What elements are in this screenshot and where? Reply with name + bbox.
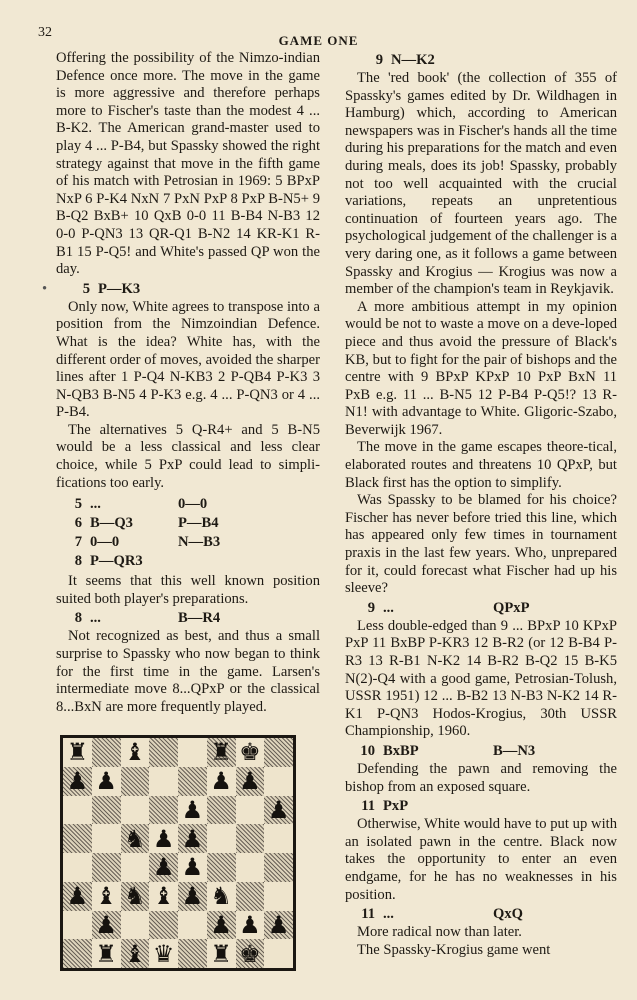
move-line [56,609,320,627]
black-pawn-icon: ♟ [267,795,290,824]
white-pawn-icon: ♟ [267,910,290,939]
board-square [236,824,265,853]
black-rook-icon: ♜ [66,738,89,767]
board-square [178,911,207,940]
paragraph: More radical now than later. [357,924,522,941]
white-move: B—Q3 [90,515,133,532]
left-column [42,50,320,716]
board-square [121,853,150,882]
move-number: 8 [74,553,82,570]
move-number: 10 [360,742,375,759]
board-square [63,939,92,968]
paragraph: The alternatives 5 Q-R4+ and 5 B-N5 would be a less classical and less clear choice, while 5 PxP could lead to simpli-fications too early. [56,421,320,491]
board-square [236,767,265,796]
white-move: ... [90,496,101,513]
black-bishop-icon: ♝ [124,738,146,767]
board-square [207,738,236,767]
board-square [264,796,293,825]
board-square [92,796,121,825]
black-bishop-icon: ♝ [95,882,117,911]
board-square [178,939,207,968]
paragraph: Not recognized as best, and thus a small surprise to Spassky who now began to think for the first time in the game. Larsen's intermediate move 8...QPxP or the classical 8...BxN are more frequently played. [56,628,320,715]
board-square [207,824,236,853]
white-king-icon: ♚ [239,939,261,968]
board-square [63,738,92,767]
board-square [121,796,150,825]
paragraph: The move in the game escapes theore-tical, elaborated routes and threatens 10 QPxP, but Black first has the option to simplify. [345,439,617,491]
white-move: ... [383,599,394,616]
black-pawn-icon: ♟ [210,767,232,796]
move-number: 8 [74,610,82,627]
white-knight-icon: ♞ [124,882,146,911]
board-square [178,853,207,882]
black-move: P—B4 [178,515,219,532]
board-square [149,882,178,911]
black-pawn-icon: ♟ [181,795,204,824]
white-rook-icon: ♜ [95,939,117,968]
board-square [207,939,236,968]
paragraph: Was Spassky to be blamed for his choice? Fischer has never before tried this line, which has appeared only few times in tournament praxis in the last few years. Who, unprepared for it, could forecast what Fischer had up his sleeve? [345,492,617,597]
white-move: BxBP [383,742,419,759]
board-square [207,882,236,911]
black-move: QPxP [493,599,530,616]
move-line [345,51,617,69]
board-square [92,738,121,767]
board-square [121,939,150,968]
white-move: ... [383,906,394,923]
black-move: 0—0 [178,496,208,513]
move-line [56,514,320,532]
right-column [345,50,617,959]
black-knight-icon: ♞ [124,824,146,853]
board-square [236,796,265,825]
board-square [63,882,92,911]
board-square [149,853,178,882]
paragraph: The Spassky-Krogius game went [357,941,551,958]
move-number: 9 [375,52,383,68]
move-line [345,742,617,760]
move-number: 11 [361,906,375,923]
paragraph: Only now, White agrees to transpose into a position from the Nimzoindian Defence. What is the idea? White has, with the different order of moves, avoided the sharper lines after 1 P-Q4 N-KB3 2 P-QB4 P-K3 3 N-QB3 B-N5 4 P-K3 e.g. 4 ... P-QN3 or 4 ... P-B4. [56,298,320,421]
board-square [178,738,207,767]
board-square [92,767,121,796]
move-number: 6 [74,515,82,532]
white-rook-icon: ♜ [210,939,232,968]
board-square [264,824,293,853]
board-square [264,882,293,911]
white-pawn-icon: ♟ [210,910,232,939]
move-line [56,533,320,551]
move-number: 9 [367,599,375,616]
board-square [264,767,293,796]
board-square [149,796,178,825]
board-square [92,882,121,911]
board-square [149,738,178,767]
board-square [236,853,265,882]
black-king-icon: ♚ [239,738,261,767]
board-square [207,767,236,796]
black-pawn-icon: ♟ [152,824,175,853]
board-square [264,911,293,940]
paragraph: The 'red book' (the collection of 355 of Spassky's games edited by Dr. Wildhagen in Hamburg) which, according to American newspapers was in Fischer's hands all the time during his preparations for the match and even during meals, does its job! Spassky, probably not too well acquainted with the crucial variations, repeats an unpretentious continuation of fourteen years ago. The psychological judgement of the challenger is a very daring one, as it follows a game between Spassky and Krogius — Krogius was now a member of the champion's team in Reykjavik. [345,70,617,298]
page-number: 32 [38,25,52,40]
board-square [92,853,121,882]
running-head: GAME ONE [278,33,359,48]
board-square [149,911,178,940]
board-square [63,911,92,940]
black-pawn-icon: ♟ [95,767,117,796]
board-square [92,939,121,968]
move-line [56,495,320,513]
move-line [345,797,617,815]
board-square [264,939,293,968]
board-square [178,824,207,853]
board-square [178,882,207,911]
move-number: 5 [74,496,82,513]
board-square [92,824,121,853]
paragraph: Offering the possibility of the Nimzo-indian Defence once more. The move in the game is more aggressive and therefore perhaps more to Fischer's taste than the modest 4 ... B-K2. The American grand-master used to play 4 ... P-B4, but Spassky showed the right strategy against that move in the fifth game of his match with Petrosian in 1969: 5 BPxP NxP 6 P-K4 NxN 7 PxN PxP 8 PxP B-N5+ 9 B-Q2 BxB+ 10 QxB 0-0 11 B-B4 N-B3 12 0-0 P-QN3 13 QR-Q1 B-N2 14 KR-K1 R-B1 15 P-Q5! and White's passed QP won the day. [56,50,320,278]
black-pawn-icon: ♟ [66,767,89,796]
black-move: QxQ [493,906,523,923]
paragraph: It seems that this well known position suited both player's preparations. [56,573,320,607]
white-move: N—K2 [391,52,435,68]
chess-diagram [60,735,296,971]
move-line [56,552,320,570]
board-square [149,767,178,796]
board-square [236,939,265,968]
white-bishop-icon: ♝ [152,882,175,911]
board-square [207,796,236,825]
board-square [178,796,207,825]
board-square [121,767,150,796]
board-square [63,824,92,853]
white-knight-icon: ♞ [210,882,232,911]
black-move: N—B3 [178,534,221,551]
white-move: PxP [383,798,409,815]
board-square [63,767,92,796]
board-square [121,738,150,767]
white-pawn-icon: ♟ [239,910,261,939]
white-pawn-icon: ♟ [95,910,117,939]
white-move: 0—0 [90,534,120,551]
move-number: 7 [74,534,82,551]
black-pawn-icon: ♟ [181,853,204,882]
board-square [207,911,236,940]
move-line [345,599,617,617]
board-square [236,882,265,911]
board-square [207,853,236,882]
paragraph: A more ambitious attempt in my opinion would be not to waste a move on a deve-loped piece and thus avoid the pressure of Black's KB, but to fight for the pair of bishops and the centre with 9 BPxP KPxP 10 PxP BxN 11 PxB e.g. 11 ... B-N5 12 P-B4 P-Q5!? 13 R-N1! with advantage to White. Gligoric-Szabo, Beverwijk 1967. [345,298,617,438]
board-square [92,911,121,940]
move-line [345,905,617,923]
paragraph: Otherwise, White would have to put up with an isolated pawn in the centre. Black now takes the opportunity to enter an even endgame, for he has no weaknesses in his position. [345,816,617,903]
board-square [121,882,150,911]
move-number: 5 [82,280,90,297]
white-pawn-icon: ♟ [66,882,89,911]
move-line: • 5 P—K3 [42,280,141,297]
white-move: ... [90,610,101,627]
white-bishop-icon: ♝ [124,939,146,968]
white-pawn-icon: ♟ [152,853,175,882]
paragraph: Less double-edged than 9 ... BPxP 10 KPxP PxP 11 BxBP P-KR3 12 B-R2 (or 12 B-B4 P-R3 13 R-B1 N-K2 14 B-R2 B-Q2 15 B-K5 N(2)-Q4 with a good game, Petrosian-Tolush, USSR 1951) 12 ... B-B2 13 N-B3 N-K2 14 R-K1 P-QN3 Hodos-Krogius, 30th USSR Championship, 1960. [345,617,617,740]
black-rook-icon: ♜ [210,738,232,767]
white-move: P—K3 [98,280,141,297]
board-square [63,796,92,825]
board-square [236,911,265,940]
paragraph: Defending the pawn and removing the bishop from an exposed square. [345,760,617,795]
board-square [236,738,265,767]
board-square [149,824,178,853]
black-move: B—N3 [493,742,536,759]
board-square [121,824,150,853]
white-queen-icon: ♛ [152,939,175,968]
white-pawn-icon: ♟ [181,882,204,911]
black-move: B—R4 [178,610,221,627]
black-pawn-icon: ♟ [181,824,204,853]
board-square [63,853,92,882]
board-square [178,767,207,796]
board-square [149,939,178,968]
white-move: P—QR3 [90,553,143,570]
black-pawn-icon: ♟ [239,767,261,796]
move-number: 11 [361,798,375,815]
board-square [264,738,293,767]
board-square [121,911,150,940]
board-square [264,853,293,882]
